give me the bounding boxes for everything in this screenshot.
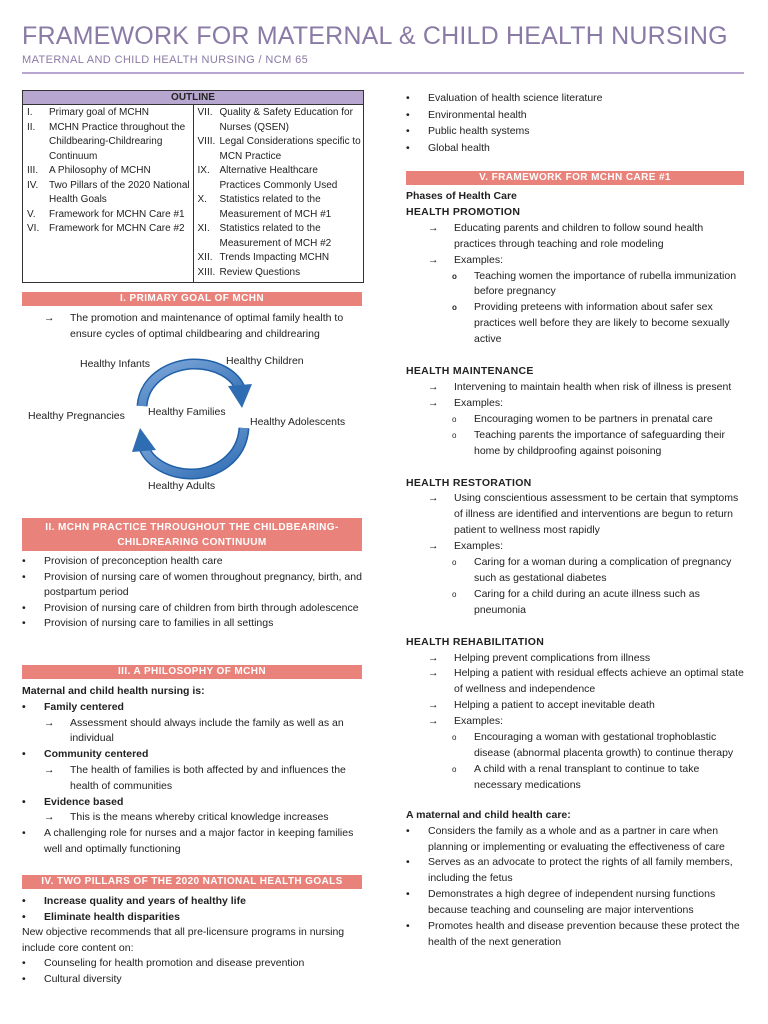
list-subitem: → The health of families is both affected by and influences the health of communities — [22, 763, 362, 795]
outline-heading: OUTLINE — [23, 91, 363, 105]
cycle-label-infants: Healthy Infants — [80, 358, 151, 370]
arrow-icon: → — [428, 715, 439, 728]
title-divider — [22, 72, 744, 74]
list-subitem: → Examples: — [406, 714, 744, 730]
outline-item: VIII. Legal Considerations specific to MCN Practice — [197, 136, 361, 162]
list-item: • Public health systems — [406, 125, 530, 137]
list-item: • A challenging role for nurses and a major factor in keeping families well and optimally functioning — [22, 827, 354, 855]
section-heading-primary-goal: I. PRIMARY GOAL OF MCHN — [22, 292, 362, 306]
example-item: o Providing preteens with information about safer sex practices well before they are likely to become sexually active — [452, 301, 730, 346]
list-item: • Demonstrates a high degree of independent nursing functions because teaching and counseling are major interventions — [406, 888, 716, 917]
framework-content — [406, 189, 744, 951]
health-maintenance-heading: HEALTH MAINTENANCE — [406, 365, 534, 378]
outline-item: IX. Alternative Healthcare Practices Commonly Used — [197, 165, 338, 191]
cycle-label-pregnancies: Healthy Pregnancies — [28, 410, 125, 422]
page-title: FRAMEWORK FOR MATERNAL & CHILD HEALTH NURSING — [22, 22, 728, 50]
outline-item: XIII. Review Questions — [197, 266, 301, 278]
philosophy-intro: Maternal and child health nursing is: — [22, 685, 205, 697]
outline-item: IV. Two Pillars of the 2020 National Health Goals — [27, 179, 190, 205]
cycle-label-adolescents: Healthy Adolescents — [250, 416, 346, 428]
list-item: • Eliminate health disparities — [22, 910, 180, 923]
list-subitem: → Using conscientious assessment to be certain that symptoms of illness are identified and interventions are begun to return patient to wellness most rapidly — [406, 491, 744, 539]
arrow-icon: → — [428, 699, 439, 712]
health-restoration-heading: HEALTH RESTORATION — [406, 476, 532, 489]
arrow-icon: → — [428, 253, 439, 266]
list-item: • Provision of preconception health care — [22, 555, 223, 567]
list-subitem: → Examples: — [406, 396, 744, 412]
section-heading-framework: V. FRAMEWORK FOR MCHN CARE #1 — [406, 171, 744, 185]
healthy-cycle-diagram — [22, 348, 362, 498]
list-subitem: → Helping prevent complications from illness — [406, 651, 744, 667]
pillars-content — [22, 894, 362, 987]
outline-item: VII. Quality & Safety Education for Nurses (QSEN) — [197, 107, 353, 133]
cycle-label-adults: Healthy Adults — [148, 480, 216, 492]
list-item: • Environmental health — [406, 108, 527, 121]
example-item: o Caring for a child during an acute illness such as pneumonia — [452, 587, 700, 616]
section-heading-practice: II. MCHN PRACTICE THROUGHOUT THE CHILDBEARING- CHILDREARING CONTINUUM — [22, 518, 362, 551]
example-item: o A child with a renal transplant to continue to take necessary medications — [452, 762, 700, 791]
health-promotion-heading: HEALTH PROMOTION — [406, 205, 521, 218]
outline-item: XI. Statistics related to the Measurement of MCH #2 — [197, 223, 332, 249]
arrow-icon: → — [428, 492, 439, 505]
outline-item: I. Primary goal of MCHN — [27, 107, 150, 118]
list-item: • Evidence based — [22, 795, 124, 808]
outline-table — [22, 90, 364, 283]
outline-item: VI. Framework for MCHN Care #2 — [27, 223, 185, 234]
arrow-icon: → — [428, 380, 439, 393]
arrow-icon: → — [428, 667, 439, 680]
cycle-label-families: Healthy Families — [148, 406, 226, 418]
list-subitem: → Intervening to maintain health when risk of illness is present — [406, 380, 744, 396]
arrow-icon: → — [44, 811, 55, 824]
philosophy-content — [22, 684, 362, 858]
example-item: o Teaching women the importance of rubella immunization before pregnancy — [452, 269, 737, 298]
arrow-icon: → — [44, 312, 55, 324]
outline-item: V. Framework for MCHN Care #1 — [27, 208, 185, 220]
list-subitem: → Examples: — [406, 539, 744, 555]
list-item: • Cultural diversity — [22, 972, 122, 985]
arrow-icon: → — [44, 716, 55, 729]
cycle-label-children: Healthy Children — [226, 355, 304, 367]
list-item: • Global health — [406, 141, 490, 154]
outline-right-column — [193, 105, 364, 282]
list-item: • Family centered — [22, 700, 124, 713]
list-item: • Provision of nursing care of women throughout pregnancy, birth, and postpartum period — [22, 570, 362, 598]
list-item: • Provision of nursing care of children from birth through adolescence — [22, 601, 359, 614]
primary-goal-text: → The promotion and maintenance of optimal family health to ensure cycles of optimal childbearing and childrearing — [44, 311, 362, 342]
core-content-continued — [406, 90, 744, 156]
health-rehabilitation-heading: HEALTH REHABILITATION — [406, 635, 545, 648]
arrow-icon: → — [428, 651, 439, 664]
list-item: • Evaluation of health science literature — [406, 92, 603, 104]
list-subitem: → Educating parents and children to follow sound health practices through teaching and role modeling — [406, 221, 744, 253]
arrow-icon: → — [428, 396, 439, 409]
outline-left-column — [23, 105, 193, 282]
outline-item: XII. Trends Impacting MCHN — [197, 252, 330, 263]
outline-item: II. MCHN Practice throughout the Childbearing-Childrearing Continuum — [27, 121, 186, 162]
list-item: • Serves as an advocate to protect the rights of all family members, including the fetus — [406, 856, 733, 885]
list-item: • Counseling for health promotion and disease prevention — [22, 957, 305, 969]
example-item: o Encouraging women to be partners in prenatal care — [452, 412, 713, 425]
list-item: • Provision of nursing care to families in all settings — [22, 617, 274, 629]
example-item: o Caring for a woman during a complication of pregnancy such as gestational diabetes — [452, 556, 732, 584]
example-item: o Encouraging a woman with gestational trophoblastic disease (abnormal placenta growth) to continue therapy — [452, 731, 734, 759]
list-subitem: → Helping a patient to accept inevitable death — [406, 698, 744, 714]
list-subitem: → This is the means whereby critical knowledge increases — [22, 810, 362, 826]
outline-item: X. Statistics related to the Measurement of MCH #1 — [197, 194, 332, 220]
care-intro: A maternal and child health care: — [406, 808, 571, 821]
outline-item: III. A Philosophy of MCHN — [27, 165, 151, 176]
practice-list — [22, 554, 362, 632]
list-item: • Promotes health and disease prevention because these protect the health of the next generation — [406, 920, 740, 948]
arrow-icon: → — [428, 221, 439, 234]
section-heading-pillars: IV. TWO PILLARS OF THE 2020 NATIONAL HEALTH GOALS — [22, 875, 362, 889]
list-subitem: → Examples: — [406, 253, 744, 269]
page-subtitle: MATERNAL AND CHILD HEALTH NURSING / NCM 65 — [22, 54, 309, 66]
list-item: • Increase quality and years of healthy life — [22, 895, 246, 907]
pillars-note: New objective recommends that all pre-licensure programs in nursing include core content on: — [22, 926, 345, 954]
list-item: • Community centered — [22, 748, 149, 761]
arrow-icon: → — [44, 763, 55, 776]
list-item: • Considers the family as a whole and as a partner in care when planning or implementing or evaluating the effectiveness of care — [406, 824, 725, 853]
phases-heading: Phases of Health Care — [406, 190, 517, 202]
arrow-icon: → — [428, 540, 439, 553]
section-heading-philosophy: III. A PHILOSOPHY OF MCHN — [22, 665, 362, 679]
list-subitem: → Assessment should always include the family as well as an individual — [22, 716, 362, 748]
example-item: o Teaching parents the importance of safeguarding their home by childproofing against poisoning — [452, 428, 725, 457]
list-subitem: → Helping a patient with residual effects achieve an optimal state of wellness and independence — [406, 666, 744, 698]
